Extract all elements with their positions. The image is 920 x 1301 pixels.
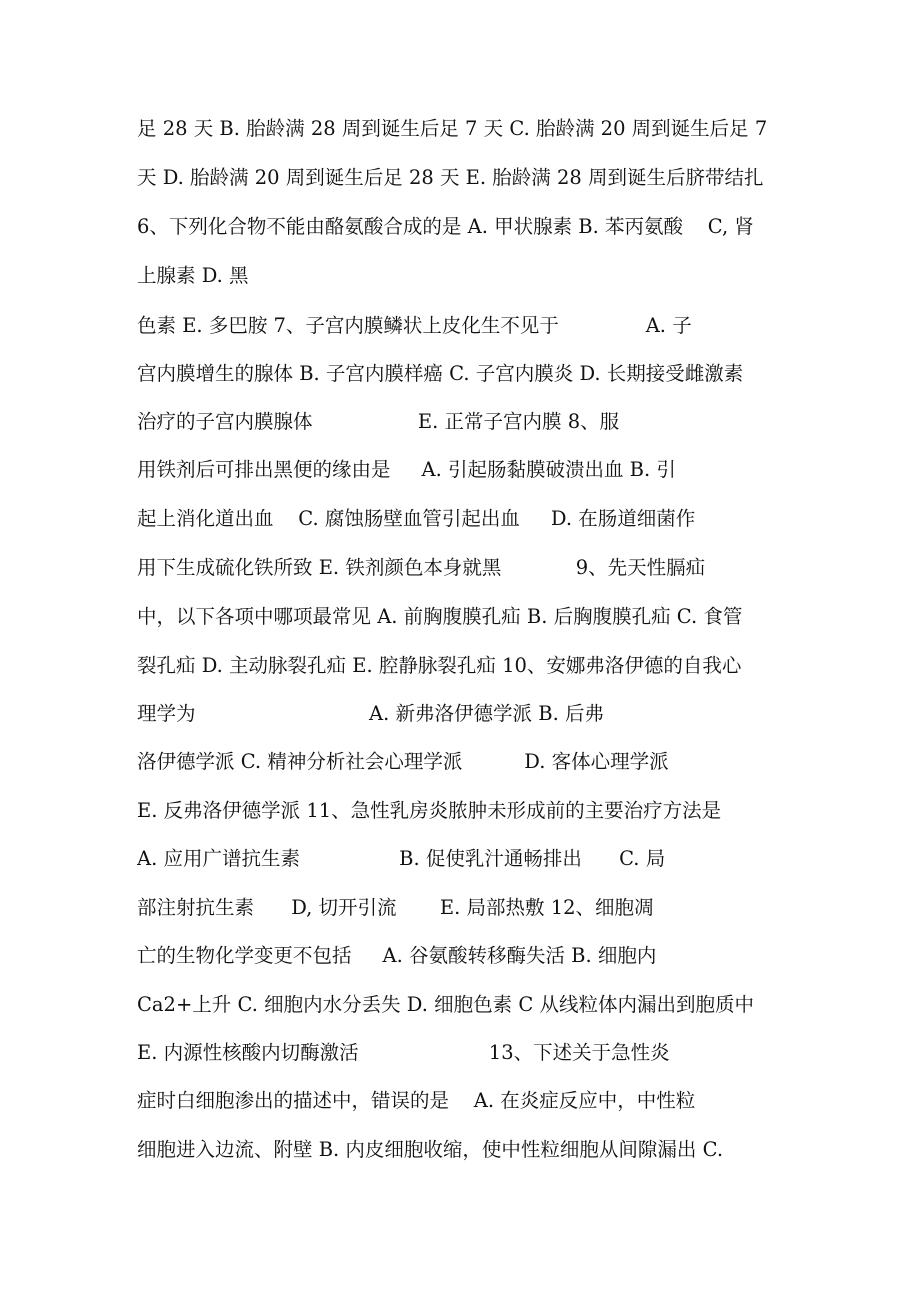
text-line: 天 D. 胎龄满 20 周到诞生后足 28 天 E. 胎龄满 28 周到诞生后脐带结扎 — [137, 166, 764, 189]
text-line: 裂孔疝 D. 主动脉裂孔疝 E. 腔静脉裂孔疝 10、安娜弗洛伊德的自我心 — [137, 654, 742, 677]
text-line: 用铁剂后可排出黑便的缘由是 A. 引起肠黏膜破溃出血 B. 引 — [137, 458, 676, 481]
text-line: 治疗的子宫内膜腺体 E. 正常子宫内膜 8、服 — [137, 410, 620, 433]
text-line: 宫内膜增生的腺体 B. 子宫内膜样癌 C. 子宫内膜炎 D. 长期接受雌激素 — [137, 362, 744, 385]
text-line: 用下生成硫化铁所致 E. 铁剂颜色本身就黑 9、先天性膈疝 — [137, 556, 706, 579]
text-line: A. 应用广谱抗生素 B. 促使乳汁通畅排出 C. 局 — [137, 847, 666, 870]
text-line: 细胞进入边流、附壁 B. 内皮细胞收缩，使中性粒细胞从间隙漏出 C. — [137, 1138, 724, 1161]
text-line: Ca2+上升 C. 细胞内水分丢失 D. 细胞色素 C 从线粒体内漏出到胞质中 — [137, 993, 754, 1016]
text-line: 上腺素 D. 黑 — [137, 264, 249, 287]
text-line: 起上消化道出血 C. 腐蚀肠壁血管引起出血 D. 在肠道细菌作 — [137, 507, 696, 530]
text-line: 色素 E. 多巴胺 7、子宫内膜鳞状上皮化生不见于 A. 子 — [137, 314, 692, 337]
text-line: 理学为 A. 新弗洛伊德学派 B. 后弗 — [137, 702, 604, 725]
text-line: 中，以下各项中哪项最常见 A. 前胸腹膜孔疝 B. 后胸腹膜孔疝 C. 食管 — [137, 605, 743, 628]
text-line: E. 内源性核酸内切酶激活 13、下述关于急性炎 — [137, 1041, 670, 1064]
text-line: 部注射抗生素 D, 切开引流 E. 局部热敷 12、细胞凋 — [137, 896, 654, 919]
text-line: 6、下列化合物不能由酪氨酸合成的是 A. 甲状腺素 B. 苯丙氨酸 C, 肾 — [137, 215, 754, 238]
text-line: 洛伊德学派 C. 精神分析社会心理学派 D. 客体心理学派 — [137, 750, 669, 773]
text-line: 亡的生物化学变更不包括 A. 谷氨酸转移酶失活 B. 细胞内 — [137, 944, 657, 967]
text-line: E. 反弗洛伊德学派 11、急性乳房炎脓肿未形成前的主要治疗方法是 — [137, 799, 722, 822]
text-line: 症时白细胞渗出的描述中，错误的是 A. 在炎症反应中，中性粒 — [137, 1089, 696, 1112]
text-line: 足 28 天 B. 胎龄满 28 周到诞生后足 7 天 C. 胎龄满 20 周到诞生后足 7 — [137, 117, 768, 140]
